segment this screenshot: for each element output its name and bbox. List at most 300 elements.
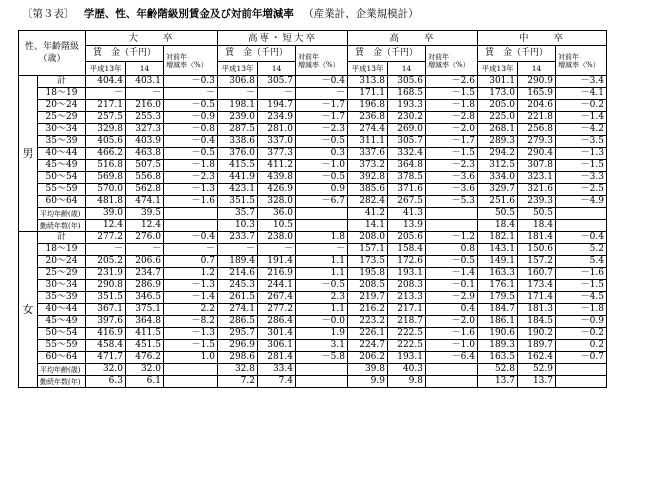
tenure-cell: 13.9 — [388, 220, 426, 232]
table-cell: 458.4 — [86, 340, 126, 352]
table-cell: －1.5 — [556, 160, 607, 172]
table-row — [19, 268, 607, 280]
table-cell: －0.4 — [556, 232, 607, 244]
avg-age-row — [19, 208, 607, 220]
table-cell: －2.6 — [426, 76, 478, 88]
table-row — [19, 340, 607, 352]
table-cell: －1.6 — [164, 196, 218, 208]
table-cell: －1.8 — [164, 160, 218, 172]
table-cell: －0.9 — [164, 112, 218, 124]
table-cell: －1.5 — [426, 148, 478, 160]
table-cell: －1.0 — [296, 160, 348, 172]
table-number: 〔第３表〕 — [22, 8, 75, 20]
tenure-cell: 10.3 — [218, 220, 258, 232]
table-cell: 173.4 — [518, 280, 556, 292]
table-cell: －4.9 — [556, 196, 607, 208]
table-row — [19, 88, 607, 100]
header-rate-label — [556, 46, 607, 76]
empty-cell — [296, 220, 348, 232]
table-cell: －0.5 — [426, 256, 478, 268]
table-cell: － — [164, 244, 218, 256]
header-year-2002: 14 — [258, 62, 296, 76]
header-rate-line1: 対前年 — [166, 52, 187, 61]
table-cell: 189.4 — [218, 256, 258, 268]
table-cell: －3.4 — [556, 76, 607, 88]
table-cell: 305.7 — [388, 136, 426, 148]
header-wage-label: 賃 金（千円） — [348, 46, 426, 62]
table-cell: 301.1 — [478, 76, 518, 88]
table-cell: 321.6 — [518, 184, 556, 196]
table-cell: －1.6 — [426, 328, 478, 340]
table-row — [19, 136, 607, 148]
corner-label-sex-age: 性、年齢階級 — [24, 42, 79, 52]
table-row — [19, 316, 607, 328]
table-cell: 279.3 — [518, 136, 556, 148]
table-cell: －1.3 — [556, 148, 607, 160]
table-cell: 439.8 — [258, 172, 296, 184]
table-cell: 286.5 — [218, 316, 258, 328]
table-cell: 377.3 — [258, 148, 296, 160]
empty-cell — [164, 208, 218, 220]
table-cell: 269.0 — [388, 124, 426, 136]
table-cell: 411.5 — [126, 328, 164, 340]
age-group-label: 20～24 — [38, 256, 86, 268]
table-row — [19, 76, 607, 88]
header-rate-line1: 対前年 — [558, 52, 579, 61]
table-cell: 392.8 — [348, 172, 388, 184]
table-cell: 162.4 — [518, 352, 556, 364]
table-cell: 334.0 — [478, 172, 518, 184]
tenure-cell: 6.3 — [86, 376, 126, 388]
header-rate-line2: 増減率（%） — [166, 60, 208, 69]
table-cell: － — [86, 88, 126, 100]
table-cell: 182.1 — [478, 232, 518, 244]
table-row — [19, 160, 607, 172]
table-cell: 0.2 — [556, 340, 607, 352]
table-cell: 244.1 — [258, 280, 296, 292]
table-cell: －0.2 — [556, 100, 607, 112]
table-cell: 277.2 — [258, 304, 296, 316]
table-cell: 466.2 — [86, 148, 126, 160]
table-cell: 234.7 — [126, 268, 164, 280]
table-cell: 2.2 — [164, 304, 218, 316]
table-cell: 195.8 — [348, 268, 388, 280]
table-cell: 0.9 — [296, 184, 348, 196]
table-cell: －0.5 — [296, 172, 348, 184]
table-cell: 0.4 — [426, 304, 478, 316]
header-year-2001: 平成13年 — [478, 62, 518, 76]
empty-cell — [426, 220, 478, 232]
table-cell: 332.4 — [388, 148, 426, 160]
table-cell: －1.7 — [426, 136, 478, 148]
table-cell: 416.9 — [86, 328, 126, 340]
empty-cell — [556, 220, 607, 232]
table-cell: 196.8 — [348, 100, 388, 112]
table-cell: 282.4 — [348, 196, 388, 208]
table-cell: 217.1 — [388, 304, 426, 316]
table-cell: 290.9 — [518, 76, 556, 88]
table-cell: 231.9 — [86, 268, 126, 280]
table-cell: － — [126, 244, 164, 256]
table-cell: 173.0 — [478, 88, 518, 100]
tenure-cell: 6.1 — [126, 376, 164, 388]
table-cell: 213.3 — [388, 292, 426, 304]
header-rate-label — [296, 46, 348, 76]
table-cell: 405.6 — [86, 136, 126, 148]
table-cell: 1.1 — [296, 256, 348, 268]
table-cell: －1.3 — [164, 328, 218, 340]
header-year-2001: 平成13年 — [86, 62, 126, 76]
header-group-university: 大 卒 — [86, 31, 218, 46]
table-row — [19, 196, 607, 208]
table-cell: 221.8 — [518, 112, 556, 124]
tenure-cell: 14.1 — [348, 220, 388, 232]
table-cell: －3.5 — [556, 136, 607, 148]
table-cell: 385.6 — [348, 184, 388, 196]
header-rate-line1: 対前年 — [298, 52, 319, 61]
table-cell: －2.3 — [164, 172, 218, 184]
empty-cell — [556, 208, 607, 220]
table-cell: 296.9 — [218, 340, 258, 352]
table-cell: 364.8 — [388, 160, 426, 172]
table-cell: －1.6 — [556, 268, 607, 280]
table-cell: 191.4 — [258, 256, 296, 268]
table-cell: －2.0 — [426, 124, 478, 136]
table-cell: 208.0 — [348, 232, 388, 244]
empty-cell — [556, 364, 607, 376]
table-cell: 168.5 — [388, 88, 426, 100]
table-cell: 261.5 — [218, 292, 258, 304]
table-cell: 441.9 — [218, 172, 258, 184]
table-cell: 181.4 — [518, 232, 556, 244]
header-group-high-school: 高 卒 — [348, 31, 478, 46]
table-cell: 337.6 — [348, 148, 388, 160]
table-cell: 267.5 — [388, 196, 426, 208]
table-cell: 224.7 — [348, 340, 388, 352]
table-cell: 569.8 — [86, 172, 126, 184]
table-cell: 367.1 — [86, 304, 126, 316]
table-cell: 327.3 — [126, 124, 164, 136]
table-row — [19, 328, 607, 340]
table-cell: －0.3 — [164, 76, 218, 88]
table-cell: 158.4 — [388, 244, 426, 256]
table-cell: 206.6 — [126, 256, 164, 268]
table-cell: －4.1 — [556, 88, 607, 100]
tenure-cell: 9.9 — [348, 376, 388, 388]
table-cell: 1.8 — [296, 232, 348, 244]
table-cell: －6.4 — [426, 352, 478, 364]
header-year-2002: 14 — [388, 62, 426, 76]
avg-age-cell: 52.9 — [518, 364, 556, 376]
avg-age-cell: 32.8 — [218, 364, 258, 376]
table-cell: 274.4 — [348, 124, 388, 136]
table-cell: 157.1 — [348, 244, 388, 256]
table-cell: 189.7 — [518, 340, 556, 352]
table-cell: 216.9 — [258, 268, 296, 280]
table-cell: 1.1 — [296, 268, 348, 280]
avg-age-cell: 39.8 — [348, 364, 388, 376]
avg-age-cell: 52.8 — [478, 364, 518, 376]
table-cell: 307.8 — [518, 160, 556, 172]
table-cell: 233.7 — [218, 232, 258, 244]
table-cell: －1.3 — [164, 280, 218, 292]
table-cell: － — [126, 88, 164, 100]
table-cell: 1.0 — [164, 352, 218, 364]
table-cell: 222.5 — [388, 328, 426, 340]
table-cell: 157.2 — [518, 256, 556, 268]
empty-cell — [426, 364, 478, 376]
table-cell: －0.5 — [296, 280, 348, 292]
table-cell: 234.9 — [258, 112, 296, 124]
table-cell: 173.5 — [348, 256, 388, 268]
table-cell: 193.1 — [388, 352, 426, 364]
table-cell: 306.1 — [258, 340, 296, 352]
table-cell: －2.5 — [556, 184, 607, 196]
table-cell: 184.7 — [478, 304, 518, 316]
table-cell: 181.3 — [518, 304, 556, 316]
table-scope-note: （産業計、企業規模計） — [303, 8, 419, 20]
table-cell: 214.6 — [218, 268, 258, 280]
table-cell: 256.8 — [518, 124, 556, 136]
avg-age-label: 平均年齢(歳) — [38, 364, 86, 376]
table-cell: 208.5 — [348, 280, 388, 292]
header-year-2001: 平成13年 — [348, 62, 388, 76]
table-cell: 245.3 — [218, 280, 258, 292]
tenure-cell: 12.4 — [126, 220, 164, 232]
table-cell: 481.8 — [86, 196, 126, 208]
table-cell: －4.2 — [556, 124, 607, 136]
table-cell: 281.4 — [258, 352, 296, 364]
avg-age-label: 平均年齢(歳) — [38, 208, 86, 220]
table-cell: 205.2 — [86, 256, 126, 268]
table-cell: －2.9 — [426, 292, 478, 304]
table-cell: 5.4 — [556, 256, 607, 268]
empty-cell — [426, 376, 478, 388]
table-cell: －1.4 — [426, 268, 478, 280]
table-cell: 371.6 — [388, 184, 426, 196]
table-cell: 277.2 — [86, 232, 126, 244]
table-cell: 179.5 — [478, 292, 518, 304]
table-cell: －1.7 — [296, 100, 348, 112]
table-cell: 172.6 — [388, 256, 426, 268]
table-cell: 286.4 — [258, 316, 296, 328]
table-cell: 160.7 — [518, 268, 556, 280]
table-title: 学歴、性、年齢階級別賃金及び対前年増減率 — [83, 8, 294, 20]
age-group-label: 25～29 — [38, 112, 86, 124]
table-cell: 281.0 — [258, 124, 296, 136]
table-cell: 206.2 — [348, 352, 388, 364]
table-cell: 218.7 — [388, 316, 426, 328]
table-row — [19, 172, 607, 184]
table-row — [19, 148, 607, 160]
table-cell: 562.8 — [126, 184, 164, 196]
header-wage-label: 賃 金（千円） — [478, 46, 556, 62]
table-cell: 205.6 — [388, 232, 426, 244]
table-cell: 375.1 — [126, 304, 164, 316]
table-cell: －5.3 — [426, 196, 478, 208]
table-cell: 289.3 — [478, 136, 518, 148]
table-cell: －0.4 — [164, 136, 218, 148]
table-cell: －0.0 — [296, 316, 348, 328]
table-cell: 0.3 — [296, 148, 348, 160]
tenure-cell: 13.7 — [478, 376, 518, 388]
table-cell: 373.2 — [348, 160, 388, 172]
tenure-cell: 7.2 — [218, 376, 258, 388]
table-cell: 239.0 — [218, 112, 258, 124]
table-cell: 397.6 — [86, 316, 126, 328]
table-cell: 313.8 — [348, 76, 388, 88]
table-cell: 239.3 — [518, 196, 556, 208]
table-cell: － — [258, 88, 296, 100]
avg-age-cell: 36.0 — [258, 208, 296, 220]
table-cell: 186.1 — [478, 316, 518, 328]
table-cell: 3.1 — [296, 340, 348, 352]
table-cell: 290.8 — [86, 280, 126, 292]
table-cell: 171.1 — [348, 88, 388, 100]
avg-age-row — [19, 364, 607, 376]
tenure-cell: 7.4 — [258, 376, 296, 388]
tenure-cell: 12.4 — [86, 220, 126, 232]
table-cell: 323.1 — [518, 172, 556, 184]
table-row — [19, 256, 607, 268]
empty-cell — [296, 364, 348, 376]
avg-age-cell: 32.0 — [126, 364, 164, 376]
age-group-label: 30～34 — [38, 124, 86, 136]
table-cell: 294.2 — [478, 148, 518, 160]
age-group-label: 20～24 — [38, 100, 86, 112]
document-title — [22, 6, 642, 22]
table-cell: 251.6 — [478, 196, 518, 208]
avg-age-cell: 33.4 — [258, 364, 296, 376]
table-cell: －1.8 — [426, 100, 478, 112]
table-cell: 0.7 — [164, 256, 218, 268]
table-cell: 193.1 — [388, 268, 426, 280]
table-cell: 238.0 — [258, 232, 296, 244]
table-cell: 463.8 — [126, 148, 164, 160]
table-cell: 274.1 — [218, 304, 258, 316]
avg-age-cell: 41.3 — [388, 208, 426, 220]
table-cell: 516.8 — [86, 160, 126, 172]
table-cell: － — [218, 88, 258, 100]
table-cell: 208.3 — [388, 280, 426, 292]
table-cell: －1.5 — [164, 340, 218, 352]
table-cell: 295.7 — [218, 328, 258, 340]
table-cell: 507.5 — [126, 160, 164, 172]
table-row — [19, 244, 607, 256]
table-cell: －2.8 — [426, 112, 478, 124]
table-cell: －4.5 — [556, 292, 607, 304]
tenure-label: 勤続年数(年) — [38, 220, 86, 232]
table-header — [19, 31, 607, 76]
table-cell: 2.3 — [296, 292, 348, 304]
table-cell: 411.2 — [258, 160, 296, 172]
age-group-label: 35～39 — [38, 136, 86, 148]
age-group-label: 60～64 — [38, 196, 86, 208]
header-year-2002: 14 — [518, 62, 556, 76]
table-cell: 149.1 — [478, 256, 518, 268]
age-group-label: 計 — [38, 232, 86, 244]
table-cell: － — [296, 88, 348, 100]
empty-cell — [164, 220, 218, 232]
table-cell: 286.9 — [126, 280, 164, 292]
tenure-cell: 9.8 — [388, 376, 426, 388]
age-group-label: 40～44 — [38, 148, 86, 160]
header-rate-line2: 増減率（%） — [558, 60, 600, 69]
table-cell: 236.8 — [348, 112, 388, 124]
table-cell: 364.8 — [126, 316, 164, 328]
table-cell: 474.1 — [126, 196, 164, 208]
header-wage-label: 賃 金（千円） — [86, 46, 164, 62]
tenure-cell: 13.7 — [518, 376, 556, 388]
table-row — [19, 352, 607, 364]
table-cell: 415.5 — [218, 160, 258, 172]
table-cell: 298.6 — [218, 352, 258, 364]
table-cell: 378.5 — [388, 172, 426, 184]
table-cell: 403.1 — [126, 76, 164, 88]
table-cell: 223.2 — [348, 316, 388, 328]
table-cell: 193.3 — [388, 100, 426, 112]
table-cell: 329.7 — [478, 184, 518, 196]
avg-age-cell: 39.0 — [86, 208, 126, 220]
table-cell: －2.3 — [426, 160, 478, 172]
age-group-label: 50～54 — [38, 328, 86, 340]
table-row — [19, 124, 607, 136]
table-cell: 143.1 — [478, 244, 518, 256]
table-row — [19, 292, 607, 304]
table-cell: － — [296, 244, 348, 256]
table-cell: －1.5 — [556, 280, 607, 292]
table-cell: －0.4 — [164, 232, 218, 244]
header-group-junior-college: 高専・短大卒 — [218, 31, 348, 46]
empty-cell — [164, 364, 218, 376]
tenure-cell: 18.4 — [518, 220, 556, 232]
header-rate-line2: 増減率（%） — [428, 60, 470, 69]
table-cell: 230.2 — [388, 112, 426, 124]
table-row — [19, 304, 607, 316]
table-cell: －0.4 — [296, 76, 348, 88]
table-cell: 570.0 — [86, 184, 126, 196]
table-cell: 346.5 — [126, 292, 164, 304]
table-cell: －0.9 — [556, 316, 607, 328]
table-cell: －1.3 — [164, 184, 218, 196]
table-cell: 338.6 — [218, 136, 258, 148]
table-cell: 404.4 — [86, 76, 126, 88]
avg-age-cell: 41.2 — [348, 208, 388, 220]
table-cell: 403.9 — [126, 136, 164, 148]
header-corner — [19, 31, 86, 76]
header-rate-label — [426, 46, 478, 76]
table-cell: 194.7 — [258, 100, 296, 112]
table-cell: － — [258, 244, 296, 256]
table-cell: －0.8 — [164, 124, 218, 136]
table-cell: － — [86, 244, 126, 256]
table-cell: －3.3 — [556, 172, 607, 184]
table-cell: 476.2 — [126, 352, 164, 364]
age-group-label: 45～49 — [38, 160, 86, 172]
table-row — [19, 280, 607, 292]
table-cell: 190.2 — [518, 328, 556, 340]
table-cell: －1.2 — [426, 232, 478, 244]
sex-label: 男 — [19, 76, 38, 232]
header-rate-line1: 対前年 — [428, 52, 449, 61]
table-cell: 189.3 — [478, 340, 518, 352]
table-cell: 1.2 — [164, 268, 218, 280]
table-cell: 150.6 — [518, 244, 556, 256]
corner-label-unit: （歳） — [38, 54, 66, 64]
table-cell: －2.0 — [426, 316, 478, 328]
table-cell: －0.5 — [296, 136, 348, 148]
empty-cell — [556, 376, 607, 388]
